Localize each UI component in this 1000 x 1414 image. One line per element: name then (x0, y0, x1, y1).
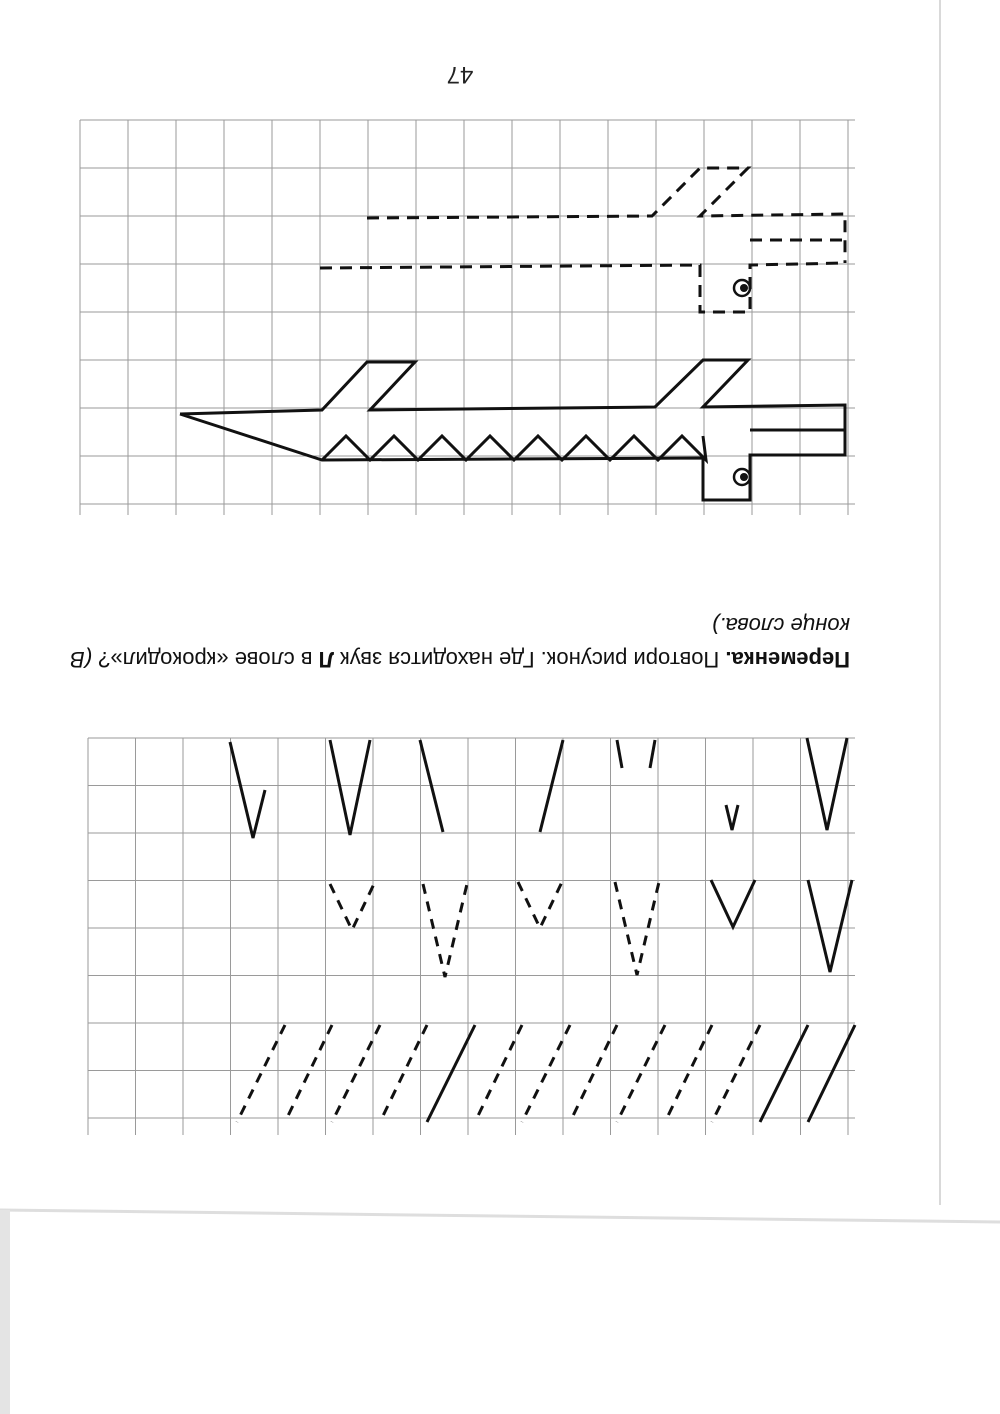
instruction-text: Повтори рисунок. Где находится звук (334, 647, 726, 672)
crocodile-pupil (740, 473, 748, 481)
scan-edge-left (0, 1210, 10, 1414)
instruction-answer: (В конце слова.) (70, 613, 850, 672)
exercise-instruction (70, 608, 850, 676)
instruction-lead: Переменка. (725, 647, 850, 672)
page-number: 47 (446, 61, 474, 88)
trace-pupil (740, 284, 748, 292)
instruction-text-2: в слове «крокодил»? (92, 647, 319, 672)
instruction-letter: Л (318, 647, 335, 672)
